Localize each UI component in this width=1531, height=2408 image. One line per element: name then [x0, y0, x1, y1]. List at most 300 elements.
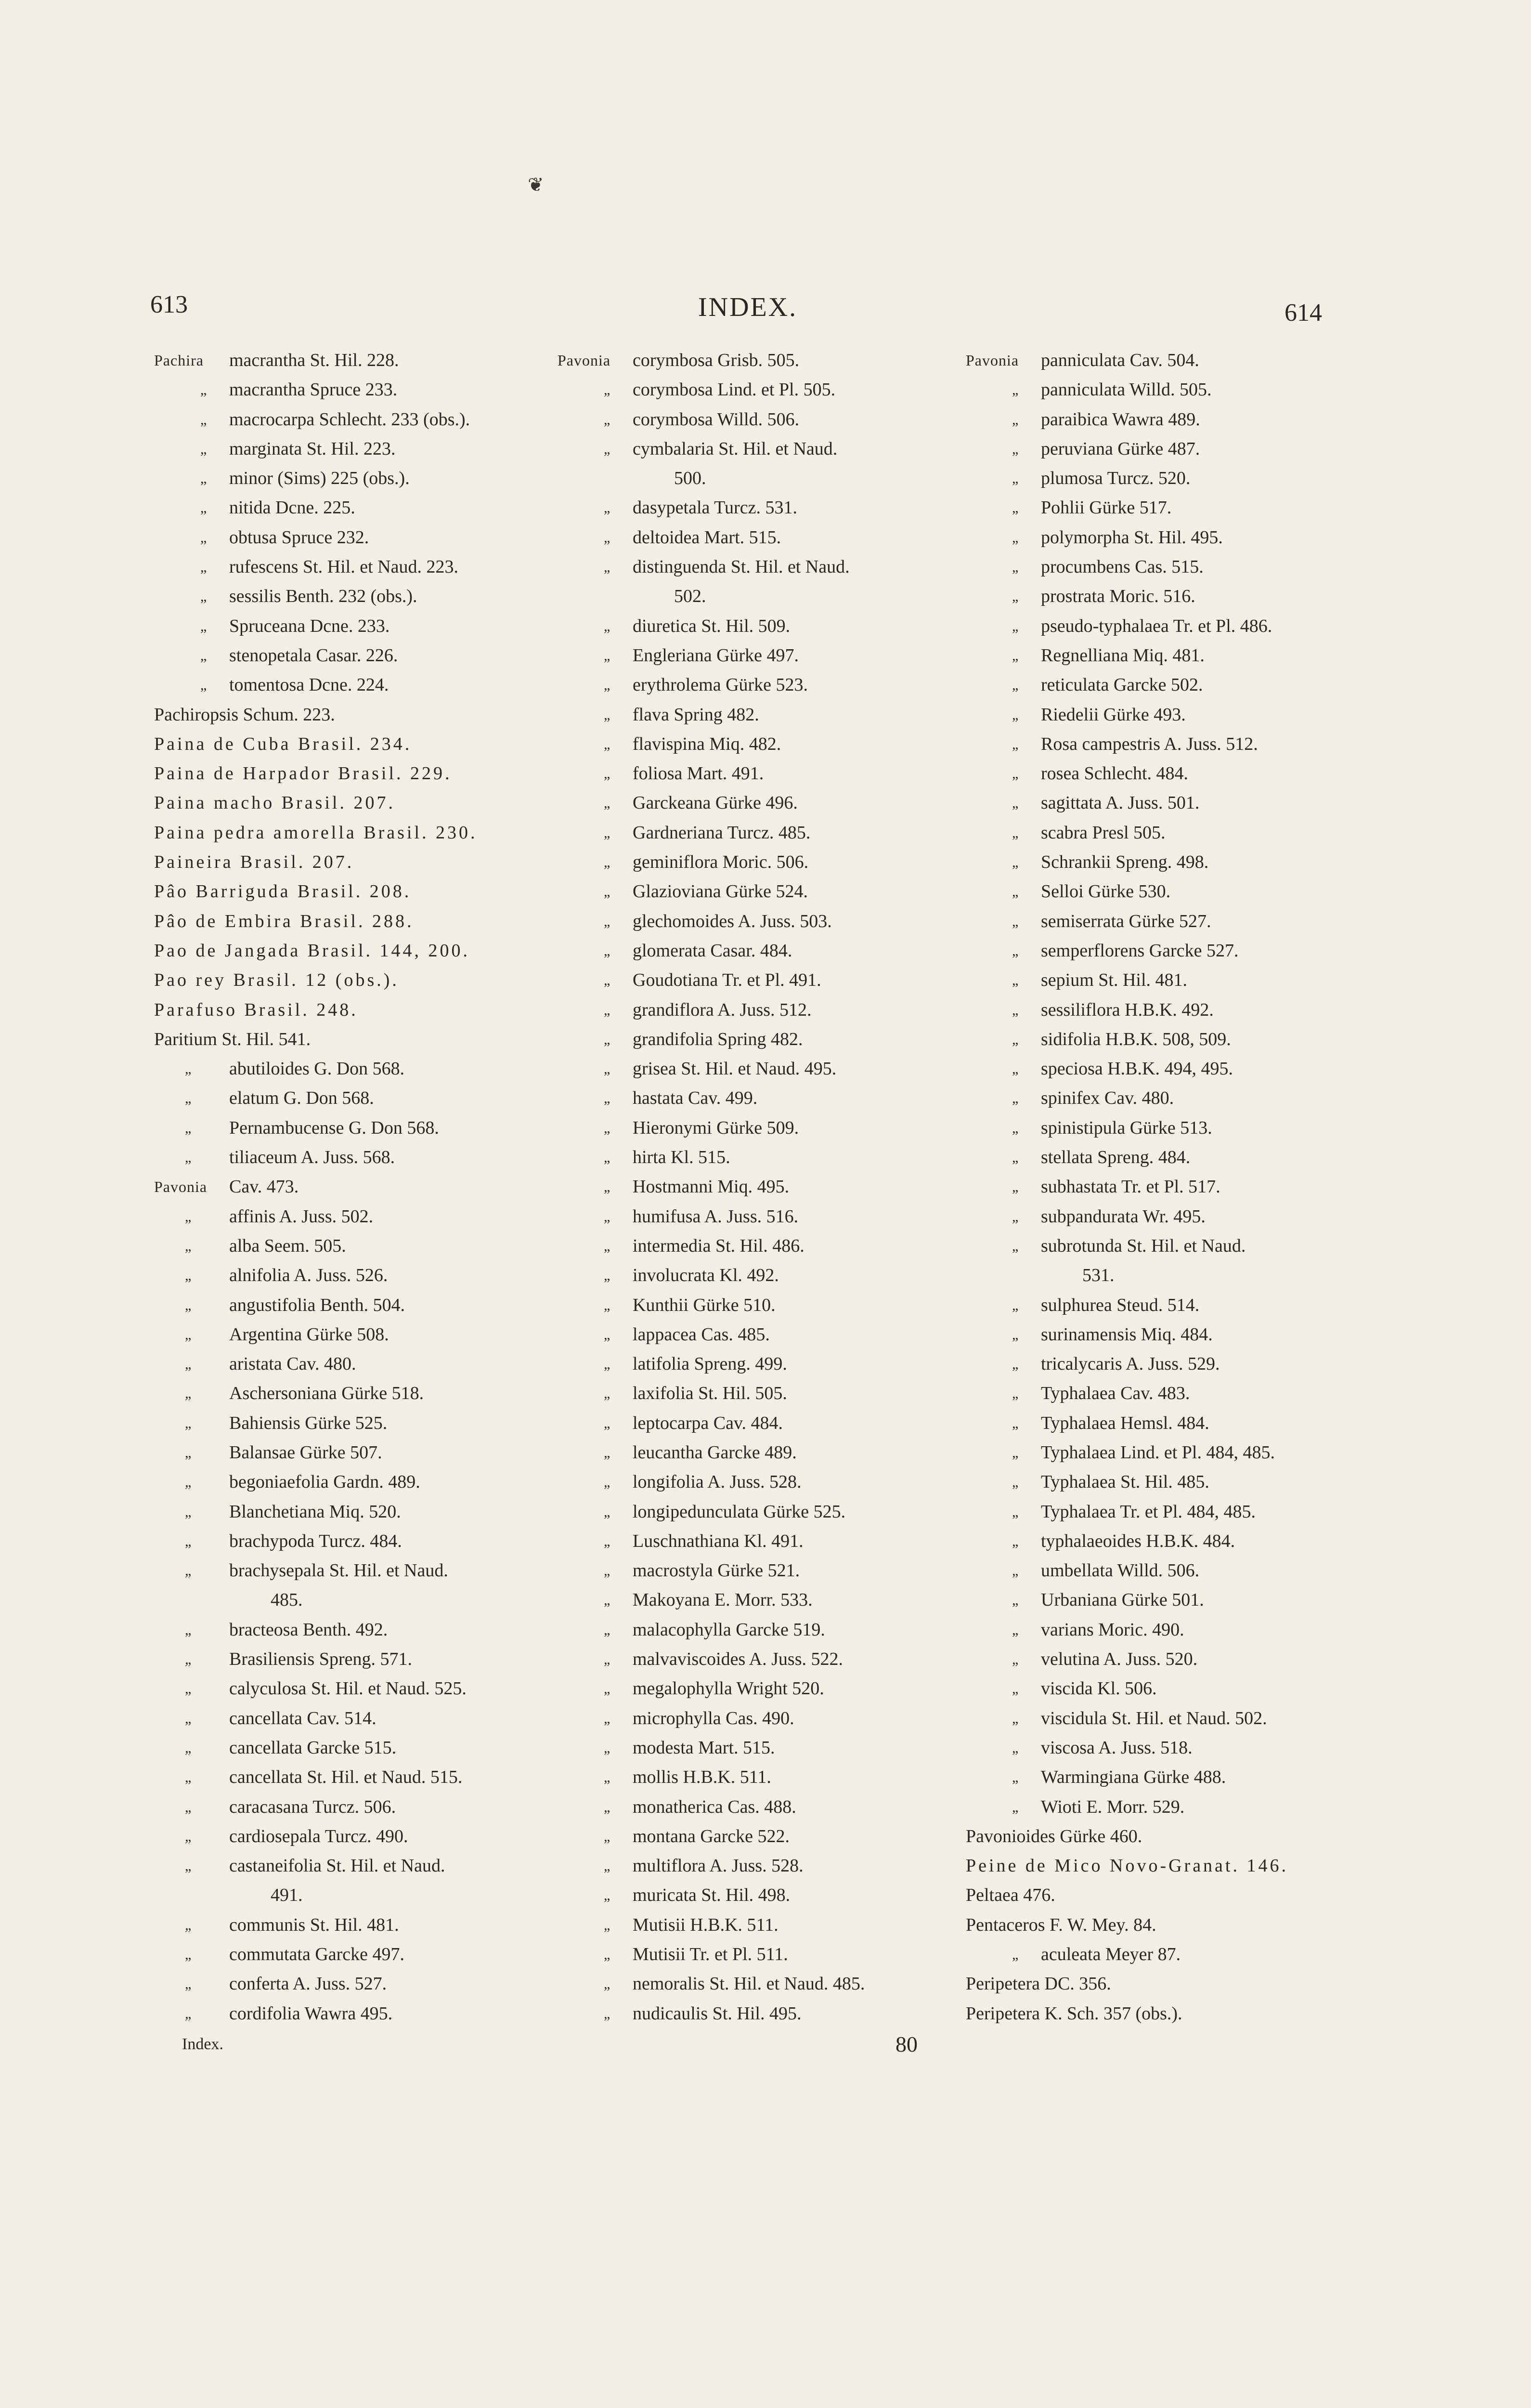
- ditto-mark: „: [604, 707, 610, 723]
- ditto-mark: „: [1012, 913, 1019, 929]
- index-entry: [154, 1911, 558, 1940]
- entry-text: 500.: [674, 468, 706, 489]
- index-entry: [966, 1527, 1370, 1556]
- index-entry: [558, 612, 962, 641]
- entry-text: tomentosa Dcne. 224.: [229, 675, 389, 695]
- index-entry: [154, 759, 558, 788]
- index-entry: [966, 730, 1370, 759]
- ditto-mark: „: [1012, 1622, 1019, 1638]
- entry-text: bracteosa Benth. 492.: [229, 1619, 388, 1640]
- ditto-mark: „: [604, 1710, 610, 1727]
- entry-text: viscida Kl. 506.: [1041, 1678, 1157, 1699]
- ditto-mark: „: [200, 559, 207, 576]
- ditto-mark: „: [185, 1504, 192, 1520]
- right-page-number: 614: [1284, 299, 1322, 327]
- ditto-mark: „: [604, 1592, 610, 1609]
- entry-text: Aschersoniana Gürke 518.: [229, 1383, 424, 1404]
- entry-text: mollis H.B.K. 511.: [633, 1767, 771, 1788]
- ditto-mark: „: [604, 1828, 610, 1845]
- ditto-mark: „: [604, 824, 610, 841]
- ditto-mark: „: [1012, 411, 1019, 428]
- ditto-mark: „: [185, 1651, 192, 1668]
- index-entry: [966, 877, 1370, 906]
- entry-text: latifolia Spreng. 499.: [633, 1354, 787, 1374]
- index-entry: [558, 1497, 962, 1527]
- ditto-mark: „: [604, 677, 610, 694]
- entry-text: Pernambucense G. Don 568.: [229, 1117, 439, 1138]
- index-entry: [558, 1556, 962, 1585]
- entry-text: megalophylla Wright 520.: [633, 1678, 824, 1699]
- index-entry: [558, 1113, 962, 1143]
- index-entry: [154, 700, 558, 730]
- entry-text: macrostyla Gürke 521.: [633, 1560, 800, 1581]
- ditto-mark: „: [604, 529, 610, 546]
- index-entry: [966, 1556, 1370, 1585]
- index-entry: [558, 848, 962, 877]
- entry-text: corymbosa Willd. 506.: [633, 409, 800, 430]
- index-entry: [558, 1438, 962, 1467]
- entry-text: humifusa A. Juss. 516.: [633, 1206, 799, 1227]
- index-column-2: [558, 346, 962, 2028]
- ditto-mark: „: [200, 677, 207, 694]
- entry-text: Peripetera DC. 356.: [966, 1974, 1111, 1994]
- entry-text: paraibica Wawra 489.: [1041, 409, 1200, 430]
- page-title: INDEX.: [698, 292, 798, 322]
- ditto-mark: „: [1012, 589, 1019, 605]
- entry-text: Pâo de Embira Brasil. 288.: [154, 911, 414, 931]
- index-entry: [154, 1733, 558, 1763]
- ditto-mark: „: [604, 1002, 610, 1018]
- index-entry: [154, 1467, 558, 1497]
- index-entry: [558, 1379, 962, 1408]
- index-entry: [558, 1467, 962, 1497]
- entry-text: semperflorens Garcke 527.: [1041, 940, 1239, 961]
- index-entry: [558, 995, 962, 1025]
- entry-text: prostrata Moric. 516.: [1041, 586, 1195, 607]
- ditto-mark: „: [1012, 1651, 1019, 1668]
- index-entry: [154, 464, 558, 493]
- index-entry: [154, 1409, 558, 1438]
- index-entry: [966, 1851, 1370, 1881]
- entry-text: laxifolia St. Hil. 505.: [633, 1383, 787, 1404]
- ditto-mark: „: [1012, 736, 1019, 752]
- ditto-mark: „: [604, 1179, 610, 1195]
- index-entry: [154, 1084, 558, 1113]
- footer-sheet-number: 80: [895, 2032, 918, 2056]
- entry-text: plumosa Turcz. 520.: [1041, 468, 1191, 489]
- index-entry: [154, 966, 558, 995]
- entry-text: nemoralis St. Hil. et Naud. 485.: [633, 1974, 865, 1994]
- entry-text: rufescens St. Hil. et Naud. 223.: [229, 557, 458, 577]
- index-entry: [966, 1172, 1370, 1202]
- ditto-mark: „: [1012, 1947, 1019, 1963]
- index-entry: [558, 788, 962, 818]
- index-entry: [154, 1438, 558, 1467]
- printer-mark: ❦: [528, 174, 544, 196]
- ditto-mark: „: [200, 618, 207, 634]
- index-entry: [558, 1822, 962, 1851]
- index-entry: [966, 1793, 1370, 1822]
- entry-text: Paina de Harpador Brasil. 229.: [154, 763, 452, 784]
- entry-text: nitida Dcne. 225.: [229, 497, 355, 518]
- index-entry: [966, 670, 1370, 700]
- index-entry: [154, 1349, 558, 1379]
- entry-text: montana Garcke 522.: [633, 1826, 790, 1846]
- ditto-mark: „: [1012, 529, 1019, 546]
- index-entry: [558, 1291, 962, 1320]
- entry-text: typhalaeoides H.B.K. 484.: [1041, 1531, 1235, 1551]
- ditto-mark: „: [1012, 559, 1019, 576]
- entry-text: Luschnathiana Kl. 491.: [633, 1531, 804, 1551]
- entry-text: velutina A. Juss. 520.: [1041, 1649, 1198, 1670]
- index-entry: [154, 641, 558, 670]
- entry-text: Makoyana E. Morr. 533.: [633, 1590, 813, 1610]
- entry-text: procumbens Cas. 515.: [1041, 557, 1204, 577]
- index-entry: [966, 1585, 1370, 1615]
- ditto-mark: „: [604, 1740, 610, 1756]
- index-entry: [154, 1113, 558, 1143]
- entry-text: grandifolia Spring 482.: [633, 1029, 803, 1049]
- index-entry: [558, 1025, 962, 1054]
- ditto-mark: „: [604, 1976, 610, 1992]
- ditto-mark: „: [1012, 1150, 1019, 1166]
- ditto-mark: „: [604, 1297, 610, 1313]
- entry-text: viscosa A. Juss. 518.: [1041, 1737, 1193, 1758]
- entry-text: 502.: [674, 586, 706, 607]
- index-entry: [966, 612, 1370, 641]
- index-entry: [558, 1704, 962, 1733]
- index-entry: [966, 552, 1370, 582]
- entry-text: Typhalaea St. Hil. 485.: [1041, 1472, 1209, 1492]
- ditto-mark: „: [1012, 1297, 1019, 1313]
- ditto-mark: „: [604, 1415, 610, 1431]
- ditto-mark: „: [1012, 1002, 1019, 1018]
- ditto-mark: „: [1012, 1710, 1019, 1727]
- ditto-mark: „: [1012, 1474, 1019, 1491]
- entry-text: Goudotiana Tr. et Pl. 491.: [633, 970, 821, 991]
- ditto-mark: „: [1012, 1090, 1019, 1107]
- entry-text: sessilis Benth. 232 (obs.).: [229, 586, 417, 607]
- ditto-mark: „: [185, 1740, 192, 1756]
- entry-text: monatherica Cas. 488.: [633, 1796, 796, 1817]
- index-entry: [966, 1084, 1370, 1113]
- entry-text: Mutisii H.B.K. 511.: [633, 1914, 778, 1935]
- index-entry: [154, 1674, 558, 1703]
- entry-text: minor (Sims) 225 (obs.).: [229, 468, 410, 489]
- index-entry: [966, 434, 1370, 464]
- index-entry: [966, 936, 1370, 966]
- index-entry: [154, 848, 558, 877]
- ditto-mark: „: [185, 1828, 192, 1845]
- entry-text: caracasana Turcz. 506.: [229, 1796, 396, 1817]
- entry-text: hirta Kl. 515.: [633, 1147, 730, 1168]
- index-entry: [154, 1320, 558, 1349]
- entry-text: longipedunculata Gürke 525.: [633, 1501, 846, 1522]
- index-entry: [966, 1615, 1370, 1645]
- entry-text: Peltaea 476.: [966, 1885, 1055, 1906]
- index-entry: [558, 1143, 962, 1172]
- ditto-mark: „: [604, 1326, 610, 1343]
- index-entry: [154, 1585, 558, 1615]
- genus-heading: Pavonia: [966, 352, 1019, 369]
- ditto-mark: „: [1012, 1592, 1019, 1609]
- entry-text: Garckeana Gürke 496.: [633, 793, 798, 813]
- index-entry: [966, 1467, 1370, 1497]
- ditto-mark: „: [604, 884, 610, 900]
- ditto-mark: „: [1012, 1356, 1019, 1373]
- genus-heading: Pavonia: [558, 352, 611, 369]
- ditto-mark: „: [1012, 647, 1019, 664]
- entry-text: conferta A. Juss. 527.: [229, 1974, 387, 1994]
- entry-text: Spruceana Dcne. 233.: [229, 615, 390, 636]
- entry-text: Pentaceros F. W. Mey. 84.: [966, 1914, 1156, 1935]
- ditto-mark: „: [200, 589, 207, 605]
- entry-text: stenopetala Casar. 226.: [229, 645, 398, 666]
- ditto-mark: „: [1012, 1740, 1019, 1756]
- ditto-mark: „: [604, 1651, 610, 1668]
- entry-text: reticulata Garcke 502.: [1041, 675, 1203, 695]
- ditto-mark: „: [185, 1474, 192, 1491]
- index-entry: [558, 1940, 962, 1969]
- index-entry: [154, 1202, 558, 1231]
- ditto-mark: „: [185, 1356, 192, 1373]
- entry-text: intermedia St. Hil. 486.: [633, 1235, 804, 1256]
- ditto-mark: „: [200, 647, 207, 664]
- index-entry: [966, 1409, 1370, 1438]
- entry-text: Typhalaea Hemsl. 484.: [1041, 1413, 1209, 1433]
- entry-text: spinistipula Gürke 513.: [1041, 1117, 1212, 1138]
- entry-text: sepium St. Hil. 481.: [1041, 970, 1188, 991]
- ditto-mark: „: [185, 1208, 192, 1225]
- ditto-mark: „: [604, 2005, 610, 2022]
- ditto-mark: „: [604, 766, 610, 782]
- ditto-mark: „: [604, 1208, 610, 1225]
- entry-text: speciosa H.B.K. 494, 495.: [1041, 1059, 1233, 1079]
- entry-text: foliosa Mart. 491.: [633, 763, 764, 784]
- index-entry: [966, 1674, 1370, 1703]
- entry-text: Rosa campestris A. Juss. 512.: [1041, 733, 1258, 754]
- entry-text: Pachiropsis Schum. 223.: [154, 704, 335, 725]
- entry-text: macrantha Spruce 233.: [229, 380, 398, 400]
- entry-text: angustifolia Benth. 504.: [229, 1295, 405, 1315]
- index-entry: [154, 1822, 558, 1851]
- entry-text: panniculata Cav. 504.: [1041, 350, 1199, 370]
- ditto-mark: „: [604, 1681, 610, 1697]
- ditto-mark: „: [1012, 1444, 1019, 1461]
- ditto-mark: „: [200, 382, 207, 398]
- ditto-mark: „: [185, 1061, 192, 1077]
- index-entry: [966, 1143, 1370, 1172]
- index-entry: [558, 936, 962, 966]
- ditto-mark: „: [1012, 1326, 1019, 1343]
- index-entry: [154, 818, 558, 848]
- entry-text: abutiloides G. Don 568.: [229, 1059, 405, 1079]
- index-entry: [558, 1793, 962, 1822]
- ditto-mark: „: [185, 2005, 192, 2022]
- index-entry: [154, 1556, 558, 1585]
- entry-text: alba Seem. 505.: [229, 1235, 346, 1256]
- index-entry: [966, 995, 1370, 1025]
- index-entry: [154, 405, 558, 434]
- ditto-mark: „: [604, 1858, 610, 1874]
- entry-text: Kunthii Gürke 510.: [633, 1295, 776, 1315]
- index-entry: [154, 670, 558, 700]
- entry-text: cancellata Garcke 515.: [229, 1737, 397, 1758]
- ditto-mark: „: [1012, 1769, 1019, 1786]
- entry-text: nudicaulis St. Hil. 495.: [633, 2003, 802, 2024]
- index-entry: [558, 1202, 962, 1231]
- entry-text: Paina macho Brasil. 207.: [154, 793, 395, 813]
- entry-text: Engleriana Gürke 497.: [633, 645, 799, 666]
- ditto-mark: „: [185, 1238, 192, 1254]
- index-entry: [966, 759, 1370, 788]
- entry-text: Hostmanni Miq. 495.: [633, 1177, 790, 1197]
- ditto-mark: „: [1012, 1031, 1019, 1047]
- index-entry: [154, 434, 558, 464]
- index-entry: [966, 1320, 1370, 1349]
- index-entry: [154, 1261, 558, 1290]
- ditto-mark: „: [604, 736, 610, 752]
- index-entry: [966, 1349, 1370, 1379]
- ditto-mark: „: [1012, 1208, 1019, 1225]
- entry-text: marginata St. Hil. 223.: [229, 438, 396, 459]
- ditto-mark: „: [185, 1533, 192, 1549]
- ditto-mark: „: [185, 1858, 192, 1874]
- index-entry: [558, 1881, 962, 1910]
- entry-text: Regnelliana Miq. 481.: [1041, 645, 1205, 666]
- index-entry: [558, 1969, 962, 1999]
- ditto-mark: „: [604, 1386, 610, 1402]
- ditto-mark: „: [604, 1474, 610, 1491]
- entry-text: malacophylla Garcke 519.: [633, 1619, 825, 1640]
- entry-text: Gardneriana Turcz. 485.: [633, 822, 811, 843]
- ditto-mark: „: [1012, 1681, 1019, 1697]
- index-entry: [558, 1999, 962, 2028]
- ditto-mark: „: [604, 618, 610, 634]
- ditto-mark: „: [1012, 1061, 1019, 1077]
- index-entry: [966, 523, 1370, 552]
- index-entry: [966, 966, 1370, 995]
- ditto-mark: „: [604, 1238, 610, 1254]
- entry-text: elatum G. Don 568.: [229, 1088, 374, 1109]
- entry-text: lappacea Cas. 485.: [633, 1324, 770, 1345]
- entry-text: involucrata Kl. 492.: [633, 1265, 779, 1286]
- entry-text: longifolia A. Juss. 528.: [633, 1472, 802, 1492]
- entry-text: Typhalaea Cav. 483.: [1041, 1383, 1190, 1404]
- entry-text: Peine de Mico Novo-Granat. 146.: [966, 1856, 1288, 1876]
- genus-heading: Pavonia: [154, 1178, 208, 1196]
- entry-text: spinifex Cav. 480.: [1041, 1088, 1174, 1109]
- ditto-mark: „: [1012, 1238, 1019, 1254]
- ditto-mark: „: [604, 1444, 610, 1461]
- index-entry: [966, 375, 1370, 405]
- ditto-mark: „: [604, 942, 610, 959]
- index-entry: [154, 346, 558, 375]
- ditto-mark: „: [604, 1268, 610, 1284]
- index-entry: [558, 1763, 962, 1792]
- ditto-mark: „: [185, 1799, 192, 1815]
- ditto-mark: „: [185, 1297, 192, 1313]
- index-entry: [154, 1615, 558, 1645]
- ditto-mark: „: [1012, 1386, 1019, 1402]
- ditto-mark: „: [1012, 471, 1019, 487]
- index-entry: [558, 552, 962, 582]
- ditto-mark: „: [1012, 942, 1019, 959]
- index-entry: [966, 1291, 1370, 1320]
- entry-text: Pavonioides Gürke 460.: [966, 1826, 1142, 1846]
- entry-text: subrotunda St. Hil. et Naud.: [1041, 1235, 1246, 1256]
- entry-text: geminiflora Moric. 506.: [633, 852, 809, 873]
- index-entry: [558, 582, 962, 611]
- ditto-mark: „: [604, 1150, 610, 1166]
- ditto-mark: „: [604, 1356, 610, 1373]
- index-entry: [558, 1911, 962, 1940]
- ditto-mark: „: [185, 1326, 192, 1343]
- index-entry: [966, 1497, 1370, 1527]
- index-entry: [558, 907, 962, 936]
- index-entry: [154, 1969, 558, 1999]
- entry-text: begoniaefolia Gardn. 489.: [229, 1472, 420, 1492]
- ditto-mark: „: [1012, 972, 1019, 989]
- entry-text: subpandurata Wr. 495.: [1041, 1206, 1206, 1227]
- index-entry: [154, 730, 558, 759]
- entry-text: flavispina Miq. 482.: [633, 733, 781, 754]
- index-entry: [558, 1585, 962, 1615]
- ditto-mark: „: [1012, 441, 1019, 457]
- index-entry: [154, 1379, 558, 1408]
- index-entry: [558, 1851, 962, 1881]
- index-entry: [558, 405, 962, 434]
- entry-text: panniculata Willd. 505.: [1041, 380, 1212, 400]
- index-entry: [154, 1527, 558, 1556]
- index-entry: [966, 907, 1370, 936]
- ditto-mark: „: [185, 1415, 192, 1431]
- ditto-mark: „: [200, 411, 207, 428]
- index-entry: [558, 1231, 962, 1261]
- ditto-mark: „: [1012, 707, 1019, 723]
- index-entry: [154, 1497, 558, 1527]
- entry-text: erythrolema Gürke 523.: [633, 675, 808, 695]
- ditto-mark: „: [604, 1120, 610, 1136]
- index-entry: [966, 1261, 1370, 1290]
- index-entry: [966, 641, 1370, 670]
- ditto-mark: „: [604, 795, 610, 811]
- entry-text: Schrankii Spreng. 498.: [1041, 852, 1209, 873]
- index-entry: [154, 877, 558, 906]
- index-entry: [966, 700, 1370, 730]
- index-entry: [558, 1645, 962, 1674]
- ditto-mark: „: [1012, 1415, 1019, 1431]
- index-entry: [966, 1054, 1370, 1084]
- index-entry: [558, 700, 962, 730]
- index-column-3: [966, 346, 1370, 2028]
- entry-text: alnifolia A. Juss. 526.: [229, 1265, 388, 1286]
- ditto-mark: „: [1012, 1179, 1019, 1195]
- index-entry: [558, 670, 962, 700]
- index-entry: [966, 1881, 1370, 1910]
- index-entry: [966, 818, 1370, 848]
- ditto-mark: „: [185, 1976, 192, 1992]
- entry-text: aristata Cav. 480.: [229, 1354, 356, 1374]
- index-entry: [966, 1733, 1370, 1763]
- entry-text: Paritium St. Hil. 541.: [154, 1029, 311, 1049]
- ditto-mark: „: [185, 1268, 192, 1284]
- ditto-mark: „: [604, 854, 610, 871]
- entry-text: macrocarpa Schlecht. 233 (obs.).: [229, 409, 470, 430]
- entry-text: Brasiliensis Spreng. 571.: [229, 1649, 412, 1670]
- entry-text: diuretica St. Hil. 509.: [633, 615, 791, 636]
- ditto-mark: „: [1012, 382, 1019, 398]
